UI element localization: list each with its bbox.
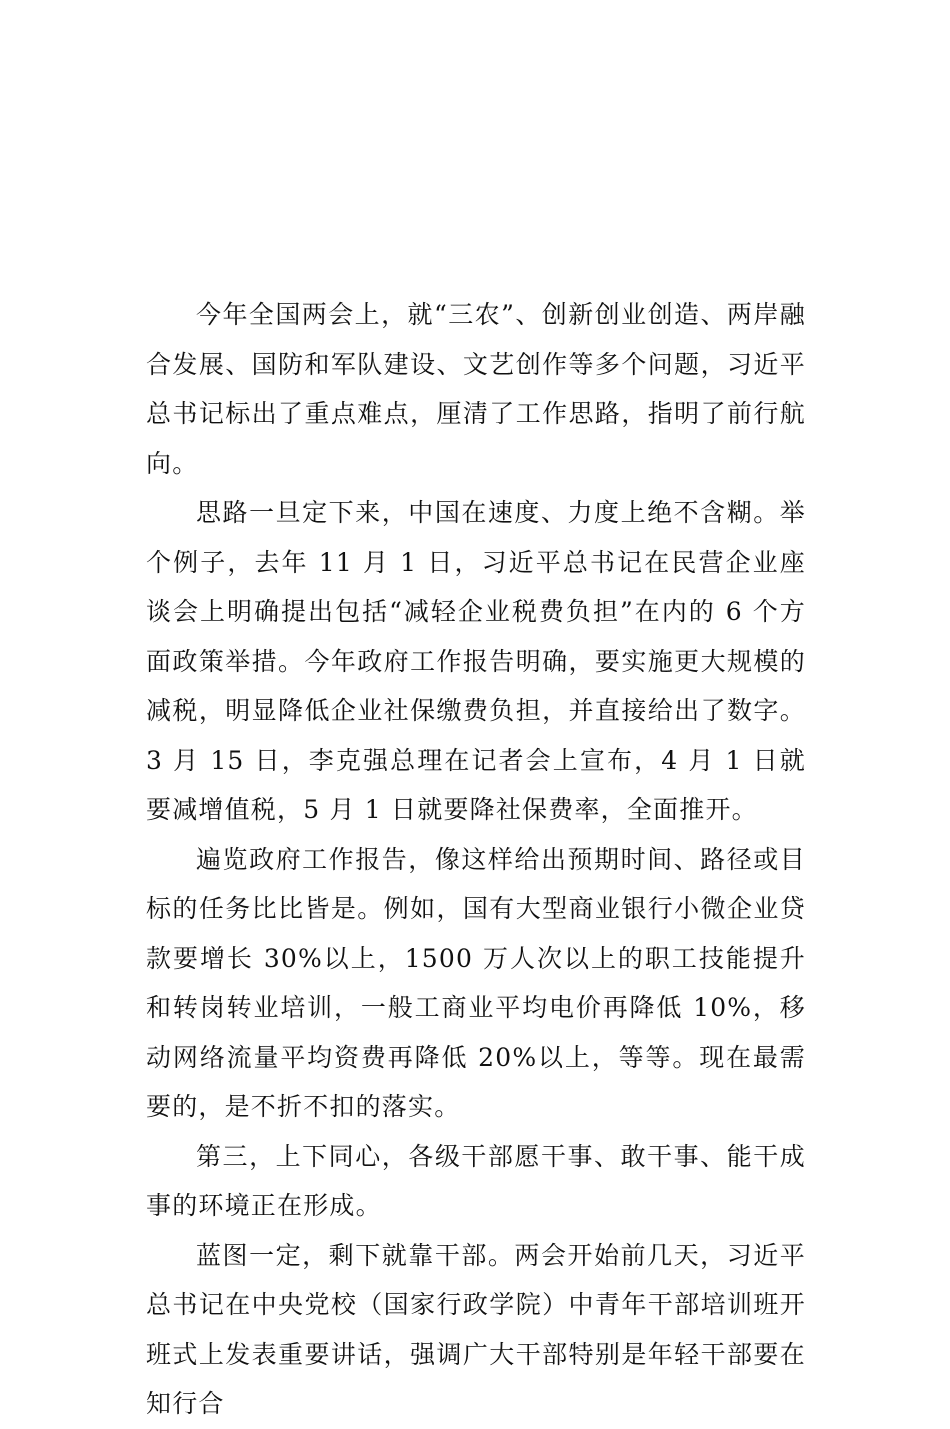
paragraph-government-report: 遍览政府工作报告，像这样给出预期时间、路径或目标的任务比比皆是。例如，国有大型商业银行小微企业贷款要增长 30%以上，1500 万人次以上的职工技能提升和转岗转业培训，一般工商业平均电价再降低 10%，移动网络流量平均资费再降低 20%以上，等等。现在最需要的，是不折不扣的落实。 bbox=[146, 844, 806, 1121]
paragraph-policy-speed: 思路一旦定下来，中国在速度、力度上绝不含糊。举个例子，去年 11 月 1 日，习近平总书记在民营企业座谈会上明确提出包括“减轻企业税费负担”在内的 6 个方面政策举措。今年政府工作报告明确，要实施更大规模的减税，明显降低企业社保缴费负担，并直接给出了数字。3 月 15 日，李克强总理在记者会上宣布，4 月 1 日就要减增值税，5 月 1 日就要降社保费率，全面推开。 bbox=[146, 498, 806, 824]
paragraph-cadres: 蓝图一定，剩下就靠干部。两会开始前几天，习近平总书记在中央党校（国家行政学院）中青年干部培训班开班式上发表重要讲话，强调广大干部特别是年轻干部要在知行合 bbox=[146, 1240, 806, 1418]
paragraph-two-sessions: 今年全国两会上，就“三农”、创新创业创造、两岸融合发展、国防和军队建设、文艺创作等多个问题，习近平总书记标出了重点难点，厘清了工作思路，指明了前行航向。 bbox=[146, 300, 806, 478]
paragraph-third-point: 第三，上下同心，各级干部愿干事、敢干事、能干成事的环境正在形成。 bbox=[146, 1141, 806, 1220]
document-body bbox=[146, 290, 806, 1429]
